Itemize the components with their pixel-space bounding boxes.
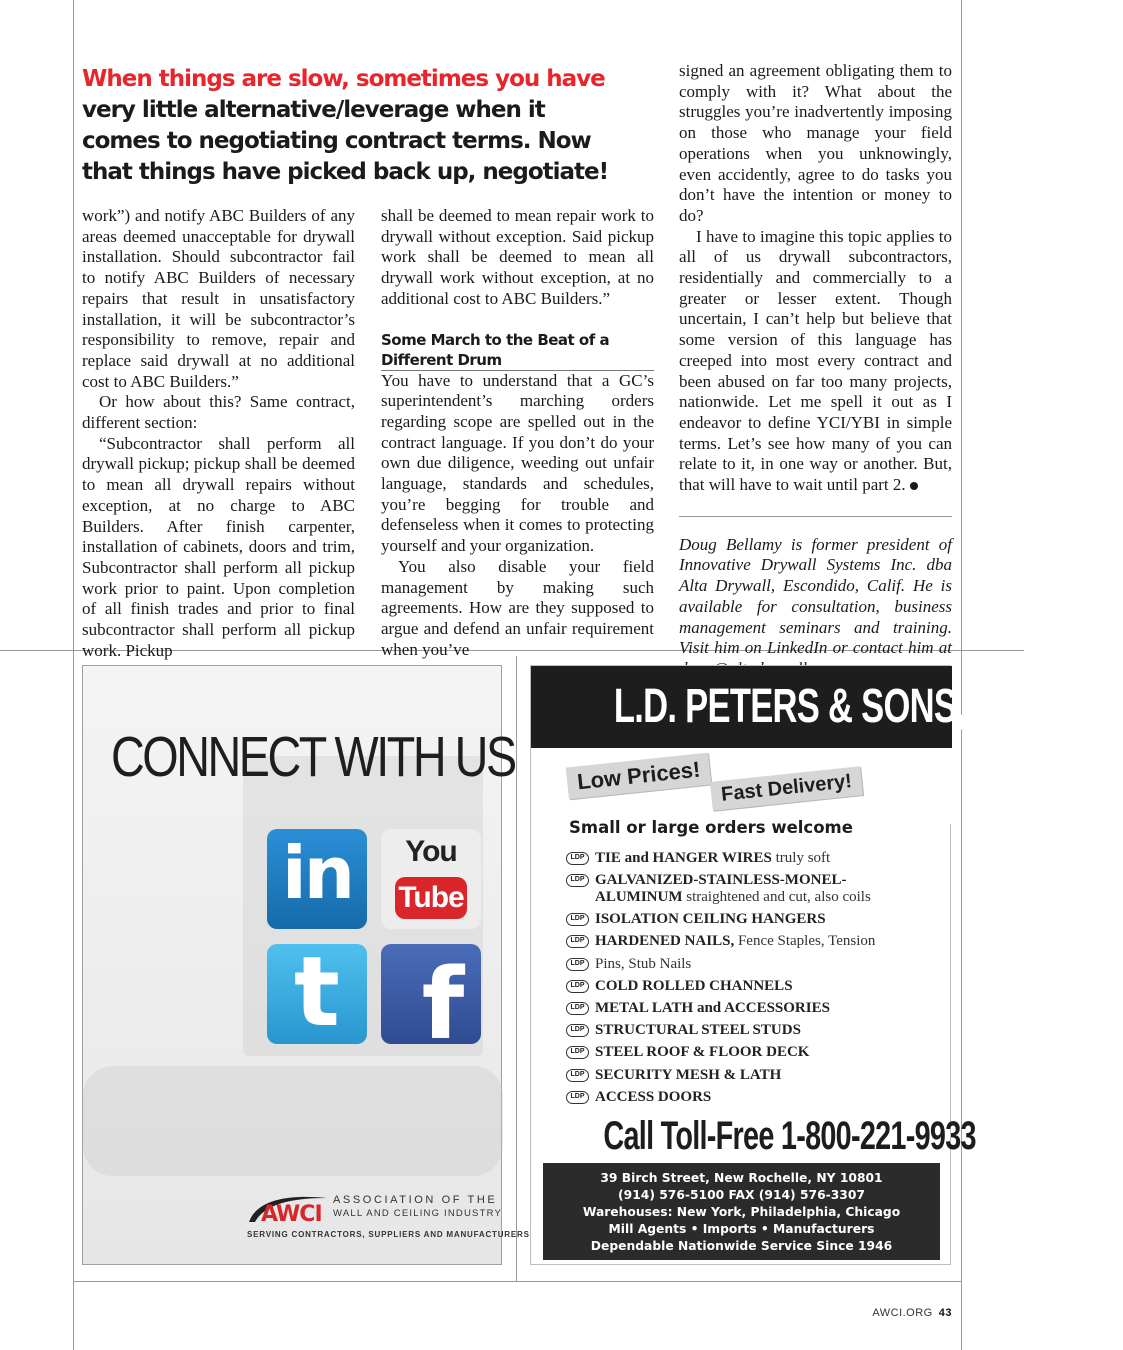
youtube-icon-top: You — [405, 835, 457, 868]
list-item — [566, 1089, 946, 1111]
col2-paragraph-2: You have to understand that a GC’s superintendent’s marching orders regarding scope are spelled out in the contract language. If you don’t do your own due diligence, weeding out unfair language, standards and schedules, you’re begging for trouble and defenseless when it comes to protecting yourself and your organization. — [381, 370, 654, 556]
ldp-tag-fast-delivery: Fast Delivery! — [710, 766, 863, 811]
frame-right-bottom — [961, 650, 962, 1350]
end-mark-icon — [910, 482, 918, 490]
ldp-product-list — [566, 850, 946, 1111]
ldp-badge-icon: LDP — [566, 980, 589, 993]
author-bio: Doug Bellamy is former president of Innovative Drywall Systems Inc. dba Alta Drywall, Escondido, Calif. He is available for consultation, business management seminars and training. Visit him on LinkedIn or contact him at — [679, 534, 952, 658]
ldp-tag-low-prices: Low Prices! — [566, 753, 712, 800]
youtube-icon[interactable] — [381, 829, 481, 929]
list-item-main: HARDENED NAILS, — [595, 933, 735, 950]
list-item-sub: truly soft — [775, 850, 831, 866]
linkedin-icon[interactable] — [267, 829, 367, 929]
page-folio — [872, 1307, 952, 1319]
awci-logo-text: AWCI — [261, 1202, 322, 1227]
ldp-badge-icon: LDP — [566, 935, 589, 948]
ldp-badge-icon: LDP — [566, 1024, 589, 1037]
awci-connect-ad[interactable] — [82, 665, 530, 1265]
list-item-main: METAL LATH and ACCESSORIES — [595, 999, 830, 1016]
ad-gutter — [516, 656, 517, 1281]
ldp-badge-icon: LDP — [566, 1091, 589, 1104]
awci-assoc-line1: ASSOCIATION OF THE — [333, 1194, 498, 1206]
list-item — [566, 1000, 946, 1022]
bio-divider — [679, 516, 952, 517]
ldp-badge-icon: LDP — [566, 1046, 589, 1059]
ld-peters-ad[interactable] — [530, 665, 1041, 1265]
folio-site: AWCI.ORG — [872, 1307, 933, 1319]
pull-quote — [82, 64, 612, 188]
list-item — [566, 1022, 946, 1044]
list-item-sub: Fence Staples, Tension — [737, 933, 876, 950]
col1-paragraph-2: Or how about this? Same contract, different section: — [82, 392, 355, 433]
awci-association-name — [333, 1194, 502, 1220]
ldp-address: 39 Birch Street, New Rochelle, NY 10801 — [600, 1171, 883, 1185]
awci-tagline: SERVING CONTRACTORS, SUPPLIERS AND MANUFACTURERS — [247, 1230, 530, 1239]
list-item — [566, 1067, 946, 1089]
list-item-main: GALVANIZED-STAINLESS-MONEL- — [595, 872, 847, 889]
list-item — [566, 933, 946, 955]
awci-assoc-line2: WALL AND CEILING INDUSTRY — [333, 1208, 503, 1219]
ldp-phone-fax: (914) 576-5100 FAX (914) 576-3307 — [618, 1188, 865, 1203]
ghost-keyboard — [83, 1066, 503, 1176]
facebook-icon[interactable] — [381, 944, 481, 1062]
ldp-badge-icon: LDP — [566, 913, 589, 926]
ldp-company-banner — [531, 666, 1041, 748]
twitter-icon-label: t — [294, 936, 340, 1048]
ldp-badge-icon: LDP — [566, 852, 589, 865]
list-item — [566, 850, 946, 872]
col2-paragraph-3: You also disable your field management by making such agreements. How are they supposed to argue and defend an unfair requirement when you’ve — [381, 556, 654, 659]
youtube-icon-bottom: Tube — [395, 877, 467, 919]
list-item — [566, 978, 946, 1000]
frame-left-top — [73, 0, 74, 650]
frame-right-top — [961, 0, 962, 650]
col1-paragraph-3: “Subcontractor shall perform all drywall pickup; pickup shall be deemed to mean all drywall repairs without exception, at no charge to ABC Builders. After finish carpenter, installation of cabinets, doors and trim, Subcontractor shall perform all pickup work prior to paint. Upon completion of all finish trades and prior to final subcontractor shall perform all pickup work. Pickup — [82, 433, 355, 660]
ldp-tag-band — [531, 748, 952, 824]
list-item-main: COLD ROLLED CHANNELS — [595, 977, 793, 994]
list-item-main: STRUCTURAL STEEL STUDS — [595, 1022, 801, 1039]
list-item-main: ACCESS DOORS — [595, 1088, 712, 1105]
list-item-sub: straightened and cut, also coils — [686, 889, 871, 906]
list-item — [566, 956, 946, 978]
ldp-contact-footer — [543, 1163, 940, 1260]
pull-quote-black: very little alternative/leverage when it comes to negotiating contract terms. Now that things have picked back up, negotiate! — [82, 97, 609, 185]
frame-footer-rule — [73, 1281, 962, 1282]
twitter-icon[interactable] — [267, 936, 367, 1048]
article-column-1 — [82, 206, 355, 661]
list-item-main: STEEL ROOF & FLOOR DECK — [595, 1044, 810, 1061]
ldp-call-toll-free[interactable] — [531, 1114, 976, 1159]
ldp-mill-agents: Mill Agents • Imports • Manufacturers — [608, 1222, 875, 1237]
ldp-since: Dependable Nationwide Service Since 1946 — [590, 1239, 893, 1254]
list-item-main: SECURITY MESH & LATH — [595, 1066, 782, 1083]
list-item — [566, 872, 946, 911]
col2-paragraph-1: shall be deemed to mean repair work to drywall without exception. Said pickup work shall be deemed to mean all drywall work without exception, at no additional cost to ABC Builders.” — [381, 206, 654, 308]
col3-paragraph-2 — [679, 227, 952, 496]
facebook-icon-label: f — [421, 948, 465, 1062]
pull-quote-red: When things are slow, sometimes you have — [82, 66, 605, 92]
page-number: 43 — [938, 1307, 952, 1319]
ldp-badge-icon: LDP — [566, 1069, 589, 1082]
linkedin-icon-label: in — [282, 831, 352, 915]
list-item-main-2: ALUMINUM — [595, 889, 683, 906]
ldp-badge-icon: LDP — [566, 874, 589, 887]
list-item — [566, 1044, 946, 1066]
list-item-sub: Pins, Stub Nails — [595, 955, 692, 972]
ldp-badge-icon: LDP — [566, 1002, 589, 1015]
list-item-main: TIE and HANGER WIRES — [595, 850, 772, 866]
frame-left-bottom — [73, 650, 74, 1350]
col1-paragraph-1: work”) and notify ABC Builders of any areas deemed unacceptable for drywall installation. Should subcontractor fail to notify ABC Builders of necessary repairs that result in unsatisfactory installation, it will be subcontractor’s responsibility to remove, repair and replace said drywall at no additional cost to ABC Builders.” — [82, 206, 355, 391]
subhead: Some March to the Beat of a Different Drum — [381, 330, 654, 371]
list-item — [566, 911, 946, 933]
article-column-3 — [679, 61, 952, 680]
col3-paragraph-2-text: I have to imagine this topic applies to all of us drywall subcontractors, residentially and commercially to a greater or lesser extent. Though uncertain, I can’t help but believe that some version of this language has creeped into most every contract and been abused on far too many projects, nationwide. Let me spell it out as I endeavor to define YCI/YBI in simple terms. Let’s see how many of you can relate to it, in one way or another. But, that will have to wait until part 2. — [679, 226, 952, 495]
ldp-company-name: L.D. PETERS & SONS, INC. — [613, 680, 1041, 733]
ldp-welcome: Small or large orders welcome — [569, 818, 853, 837]
list-item-main: ISOLATION CEILING HANGERS — [595, 911, 826, 928]
col3-paragraph-1: signed an agreement obligating them to comply with it? What about the struggles you’re inadvertently imposing on those who manage your field operations when you unknowingly, even accidently, agree to do tasks you don’t have the intention or money to do? — [679, 61, 952, 225]
connect-title: CONNECT WITH US — [111, 725, 515, 789]
awci-logo — [247, 1194, 331, 1231]
article-column-2 — [381, 206, 654, 660]
ldp-warehouses: Warehouses: New York, Philadelphia, Chicago — [582, 1205, 901, 1220]
ldp-badge-icon: LDP — [566, 958, 589, 971]
ldp-call-text: Call Toll-Free 1-800-221-9933 — [603, 1114, 976, 1158]
